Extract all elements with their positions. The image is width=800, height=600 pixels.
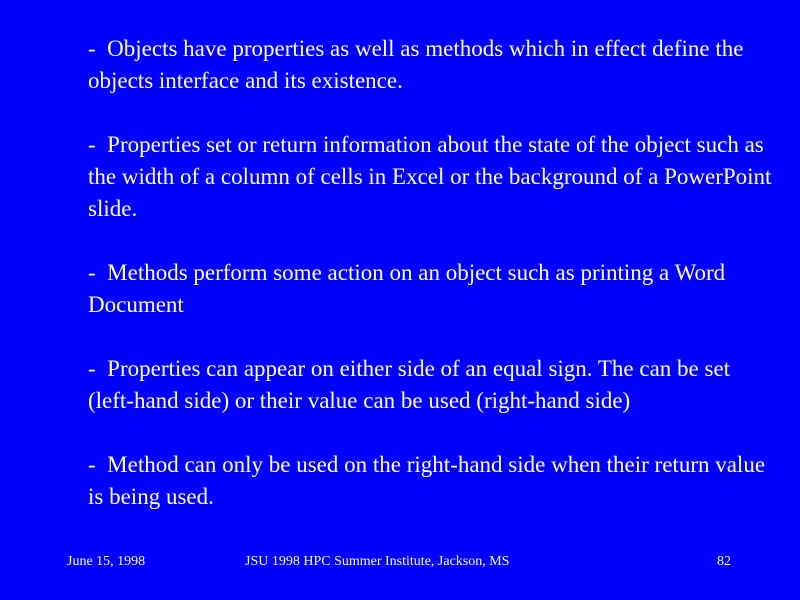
bullet-method-right-hand-side: - Method can only be used on the right-hand side when their return value is being used. (88, 452, 771, 509)
paragraph-spacer (88, 97, 778, 129)
paragraph-spacer (88, 417, 778, 449)
paragraph-spacer (88, 321, 778, 353)
footer-date: June 15, 1998 (67, 554, 146, 569)
bullet-properties-set-return: - Properties set or return information about the state of the object such as the width of a column of cells in Excel or the background of a PowerPoint slide. (88, 132, 778, 221)
footer-title: JSU 1998 HPC Summer Institute, Jackson, MS (245, 554, 510, 569)
bullet-methods-perform-action: - Methods perform some action on an object such as printing a Word Document (88, 260, 731, 317)
slide-body (88, 33, 778, 513)
bullet-objects-properties-methods: - Objects have properties as well as methods which in effect define the objects interface and its existence. (88, 36, 750, 93)
footer-page-number: 82 (717, 554, 731, 569)
paragraph-spacer (88, 225, 778, 257)
bullet-properties-equal-sign: - Properties can appear on either side of an equal sign. The can be set (left-hand side) or their value can be used (right-hand side) (88, 356, 736, 413)
